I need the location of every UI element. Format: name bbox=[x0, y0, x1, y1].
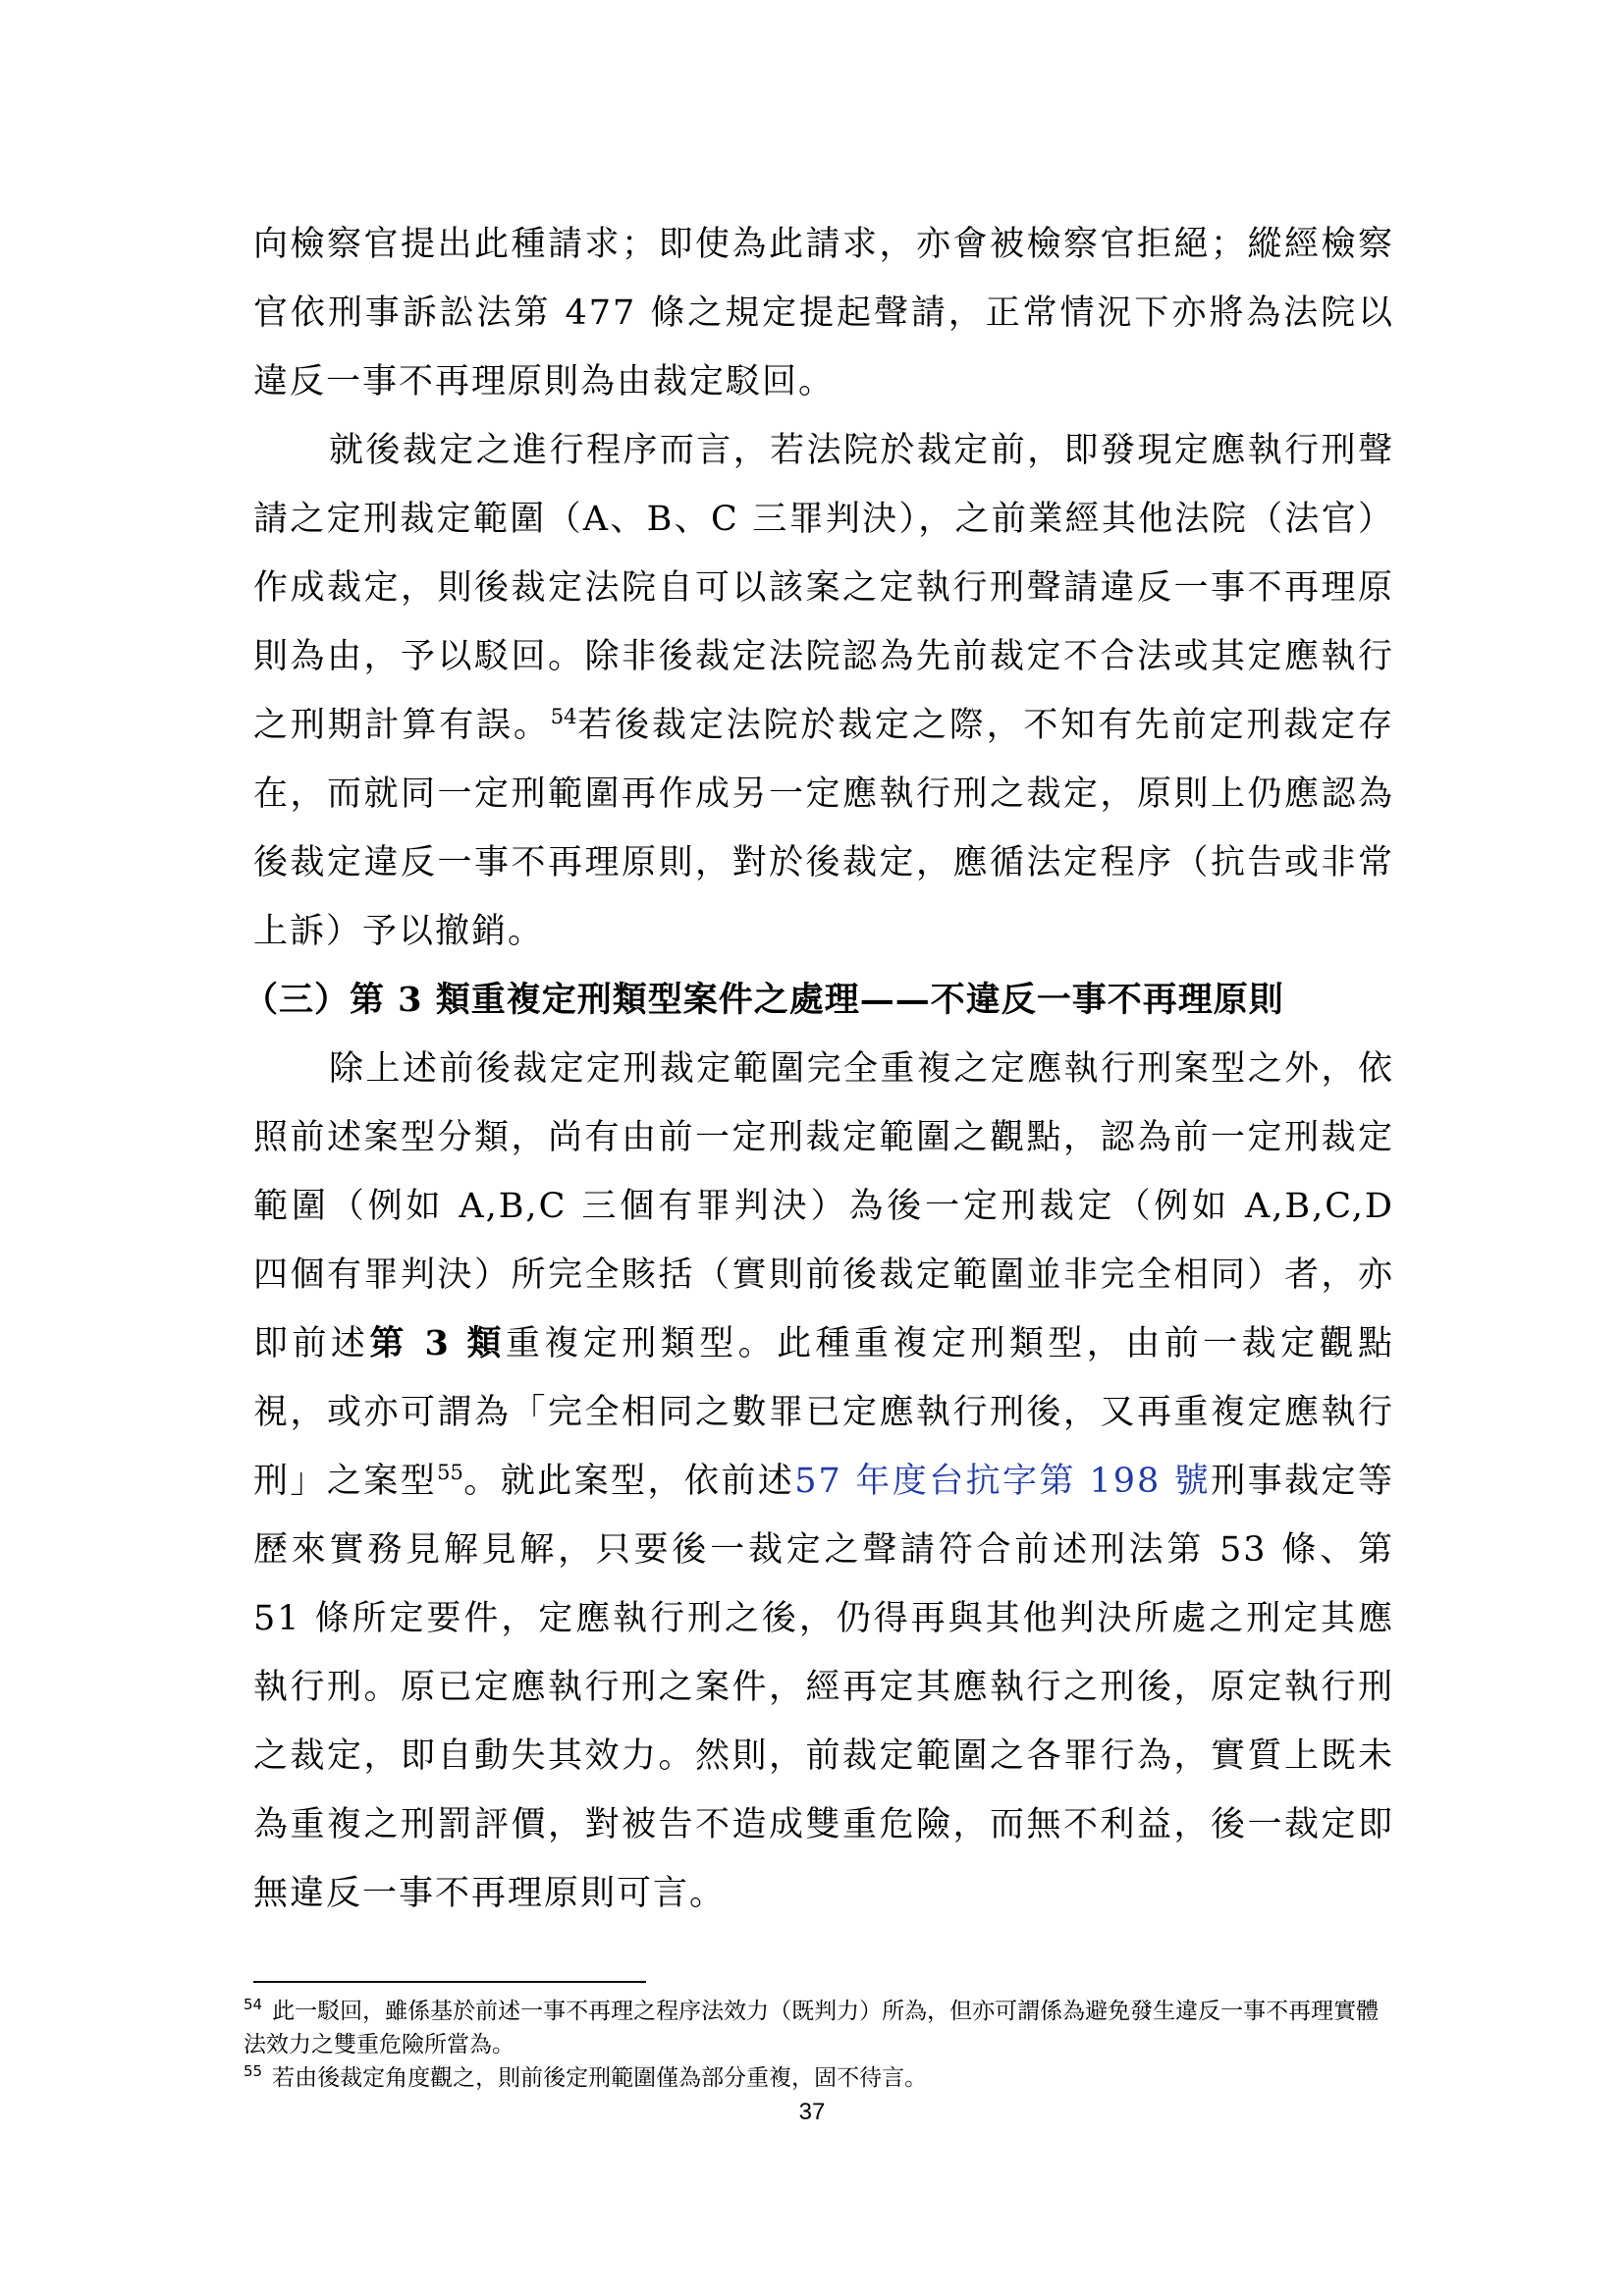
page-number: 37 bbox=[798, 2099, 826, 2125]
paragraph-2-text-a: 就後裁定之進行程序而言，若法院於裁定前，即發現定應執行刑聲請之定刑裁定範圍（A、B、C 三罪判決），之前業經其他法院（法官）作成裁定，則後裁定法院自可以該案之定執行刑聲請違反一事不再理原則為由，予以駁回。除非後裁定法院認為先前裁定不合法或其定應執行之刑期計算有誤。 bbox=[253, 431, 1394, 745]
section-heading: （三）第 3 類重複定刑類型案件之處理——不違反一事不再理原則 bbox=[244, 980, 1284, 1020]
footnote-ref-54[interactable]: 54 bbox=[550, 705, 577, 728]
paragraph-2-text-b: 若後裁定法院於裁定之際，不知有先前定刑裁定存在，而就同一定刑範圍再作成另一定應執行刑之裁定，原則上仍應認為後裁定違反一事不再理原則，對於後裁定，應循法定程序（抗告或非常上訴）予以撤銷。 bbox=[253, 706, 1394, 951]
paragraph-3-text-a: 除上述前後裁定定刑裁定範圍完全重複之定應執行刑案型之外，依照前述案型分類，尚有由前一定刑裁定範圍之觀點，認為前一定刑裁定範圍（例如 A,B,C 三個有罪判決）為後一定刑裁定（例如 A,B,C,D 四個有罪判決）所完全賅括（實則前後裁定範圍並非完全相同）者，亦即前述 bbox=[253, 1049, 1394, 1363]
paragraph-3-text-c: 。就此案型，依前述 bbox=[462, 1462, 795, 1501]
footnote-ref-55[interactable]: 55 bbox=[437, 1461, 463, 1484]
paragraph-3-text-b: 重複定刑類型。此種重複定刑類型，由前一裁定觀點視，或亦可謂為「完全相同之數罪已定應執行刑後，又再重複定應執行刑」之案型 bbox=[253, 1324, 1394, 1501]
paragraph-2 bbox=[253, 416, 1394, 966]
footnote-divider bbox=[253, 1981, 646, 1983]
paragraph-3 bbox=[253, 1035, 1394, 1928]
main-text bbox=[244, 210, 1394, 1928]
paragraph-3-text-d: 刑事裁定等歷來實務見解見解，只要後一裁定之聲請符合前述刑法第 53 條、第 51 條所定要件，定應執行刑之後，仍得再與其他判決所處之刑定其應執行刑。原已定應執行刑之案件，經再定其應執行之刑後，原定執行刑之裁定，即自動失其效力。然則，前裁定範圍之各罪行為，實質上既未為重複之刑罰評價，對被告不造成雙重危險，而無不利益，後一裁定即無違反一事不再理原則可言。 bbox=[253, 1462, 1394, 1913]
category-3-emphasis: 第 3 類 bbox=[369, 1323, 506, 1363]
paragraph-1 bbox=[253, 210, 1394, 416]
footnote-number: 54 bbox=[244, 1996, 263, 2013]
case-citation-link[interactable]: 57 年度台抗字第 198 號 bbox=[794, 1462, 1212, 1501]
footnote-text: 若由後裁定角度觀之，則前後定刑範圍僅為部分重複，固不待言。 bbox=[272, 2065, 928, 2091]
footnote-text: 此一駁回，雖係基於前述一事不再理之程序法效力（既判力）所為，但亦可謂係為避免發生違反一事不再理實體法效力之雙重危險所當為。 bbox=[244, 1999, 1380, 2057]
footnote-number: 55 bbox=[244, 2062, 263, 2080]
footnotes bbox=[244, 1995, 1392, 2095]
footnote-55 bbox=[244, 2061, 1392, 2095]
paragraph-1-text: 向檢察官提出此種請求；即使為此請求，亦會被檢察官拒絕；縱經檢察官依刑事訴訟法第 477 條之規定提起聲請，正常情況下亦將為法院以違反一事不再理原則為由裁定駁回。 bbox=[253, 225, 1394, 401]
footnote-54 bbox=[244, 1995, 1392, 2061]
